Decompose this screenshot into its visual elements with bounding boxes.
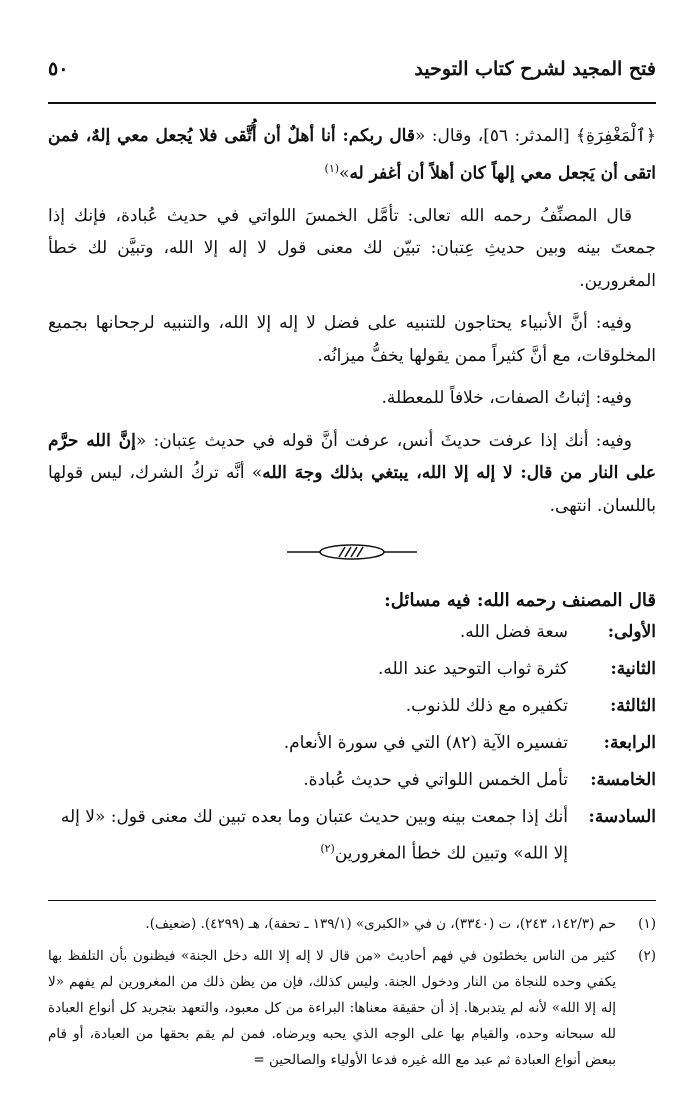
main-text	[48, 120, 656, 522]
ornament-divider	[48, 540, 656, 564]
footnote-ref: (٢)	[320, 842, 335, 856]
ornament-icon	[287, 540, 417, 564]
issue-label: الثانية:	[610, 659, 656, 680]
quoted-hadith-bold: إنَّ الله حرَّم على النار من قال: لا إله إلا الله، يبتغي بذلك وجهَ الله	[48, 430, 656, 484]
issue-text: كثرة ثواب التوحيد عند الله.	[378, 659, 568, 680]
running-header	[48, 58, 656, 104]
footnote-separator	[48, 900, 656, 901]
issue-label: السادسة:	[588, 807, 656, 828]
text-run: ﴿ٱلْمَغْفِرَةِ﴾ [المدثر: ٥٦]، وقال: «	[415, 126, 656, 146]
issue-item	[48, 802, 656, 870]
issue-text: تأمل الخمس اللواتي في حديث عُبادة.	[303, 770, 568, 791]
book-page	[48, 58, 656, 1079]
paragraph-anas	[48, 425, 656, 523]
footnote	[48, 943, 656, 1073]
footnotes	[48, 911, 656, 1073]
footnote	[48, 911, 656, 937]
issues-list	[48, 617, 656, 870]
footnote-ref: (١)	[324, 161, 340, 175]
paragraph-author-comment: قال المصنِّفُ رحمه الله تعالى: تأمَّل الخمسَ اللواتي في حديث عُبادة، فإنك إذا جمعتَ بينه وبين حديثِ عِتبان: تبيّن لك معنى قول لا إله إلا الله، وتبيَّن لك خطأ المغرورين.	[48, 205, 656, 291]
paragraph-hadith-qudsi	[48, 120, 656, 190]
footnote-number: (٢)	[638, 947, 656, 964]
footnote-text: كثير من الناس يخطئون في فهم أحاديث «من قال لا إله إلا الله دخل الجنة» فيظنون بأن التلفظ بها يكفي وحده للنجاة من النار ودخول الجنة. وليس كذلك، فإن من يظن ذلك من المغرورين لم يفهم «لا إله إلا الله» لأنه لم يتدبرها. إذ أن حقيقة معناها: البراءة من كل معبود، والتعهد بتجريد كل أنواع العبادة لله سبحانه وحده، والقيام بها على الوجه الذي يحبه ويرضاه. فمن لم يقم بحقها من العبادة، أو قام ببعض أنواع العبادة ثم عبد مع الله غيره فدعا الأولياء والصالحين =	[48, 947, 616, 1068]
issue-text: تفسيره الآية (٨٢) التي في سورة الأنعام.	[283, 733, 568, 754]
issue-text: تكفيره مع ذلك للذنوب.	[405, 696, 568, 717]
issue-item	[48, 691, 656, 722]
text-run: »	[339, 163, 350, 184]
issues-heading: قال المصنف رحمه الله: فيه مسائل:	[384, 590, 656, 612]
paragraph-attributes: وفيه: إثباتُ الصفات، خلافاً للمعطلة.	[381, 388, 632, 409]
issue-label: الخامسة:	[590, 770, 656, 791]
footnote-number: (١)	[638, 915, 656, 932]
issue-item	[48, 728, 656, 759]
book-title: فتح المجيد لشرح كتاب التوحيد	[414, 58, 656, 80]
paragraph-prophets: وفيه: أنَّ الأنبياء يحتاجون للتنبيه على فضل لا إله إلا الله، والتنبيه لرجحانها بجميع المخلوقات، مع أنَّ كثيراً ممن يقولها يخفُّ ميزانُه.	[48, 313, 656, 366]
issue-label: الثالثة:	[610, 696, 656, 717]
quoted-hadith-bold: قال ربكم: أنا أهلٌ أن أُتَّقى فلا يُجعل معي إلهٌ، فمن اتقى أن يَجعل معي إلهاً كان أهلاً أن أغفر له	[48, 126, 656, 184]
footnote-text: حم (١٤٢/٣، ٢٤٣)، ت (٣٣٤٠)، ن في «الكبرى» (١٣٩/١ ـ تحفة)، هـ (٤٢٩٩). (ضعيف).	[145, 915, 616, 932]
issue-item	[48, 765, 656, 796]
page-number: ٥٠	[48, 58, 69, 80]
issue-text: سعة فضل الله.	[459, 622, 568, 643]
issue-label: الرابعة:	[603, 733, 656, 754]
issue-text: أنك إذا جمعت بينه وبين حديث عتبان وما بعده تبين لك معنى قول: «لا إله إلا الله» وتبين لك خطأ المغرورين	[60, 807, 568, 864]
issue-item	[48, 617, 656, 648]
text-run: وفيه: أنك إذا عرفت حديثَ أنس، عرفت أنَّ قوله في حديث عِتبان: «	[135, 430, 632, 451]
issue-item	[48, 654, 656, 685]
issue-label: الأولى:	[607, 622, 656, 643]
text-run: » أنَّه تركُ الشرك، ليس قولها باللسان. انتهى.	[48, 463, 656, 516]
issue-text-wrapper	[48, 802, 568, 870]
